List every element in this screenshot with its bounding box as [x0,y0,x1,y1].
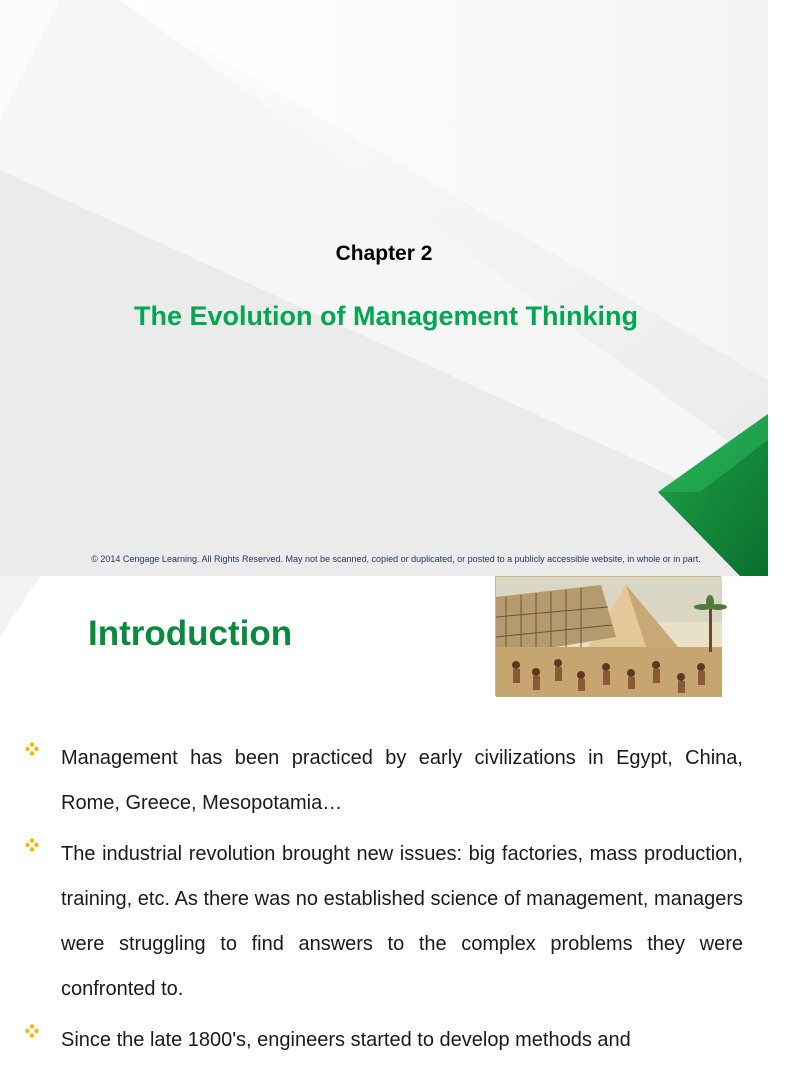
list-item [25,736,743,826]
copyright-notice: © 2014 Cengage Learning. All Rights Reserved. May not be scanned, copied or duplicated, or posted to a publicly accessible website, in whole or in part. [91,554,701,564]
diamond-bullet-icon [25,1024,39,1038]
bullet-text: The industrial revolution brought new issues: big factories, mass production, training, etc. As there was no established science of management, managers were struggling to find answers to the complex problems they were confronted to. [61,843,743,1000]
chapter-label: Chapter 2 [335,242,433,265]
list-item [25,832,743,1012]
diamond-bullet-icon [25,838,39,852]
pyramid-construction-illustration [495,576,721,696]
diamond-bullet-icon [25,742,39,756]
bullet-list [25,736,743,1069]
list-item [25,1018,743,1063]
bullet-text: Management has been practiced by early civilizations in Egypt, China, Rome, Greece, Mesopotamia… [61,747,743,814]
introduction-slide [0,576,768,1051]
slide-title: The Evolution of Management Thinking [134,301,638,331]
slide-title: Introduction [88,614,293,653]
bullet-text: Since the late 1800's, engineers started to develop methods and [61,1029,631,1051]
